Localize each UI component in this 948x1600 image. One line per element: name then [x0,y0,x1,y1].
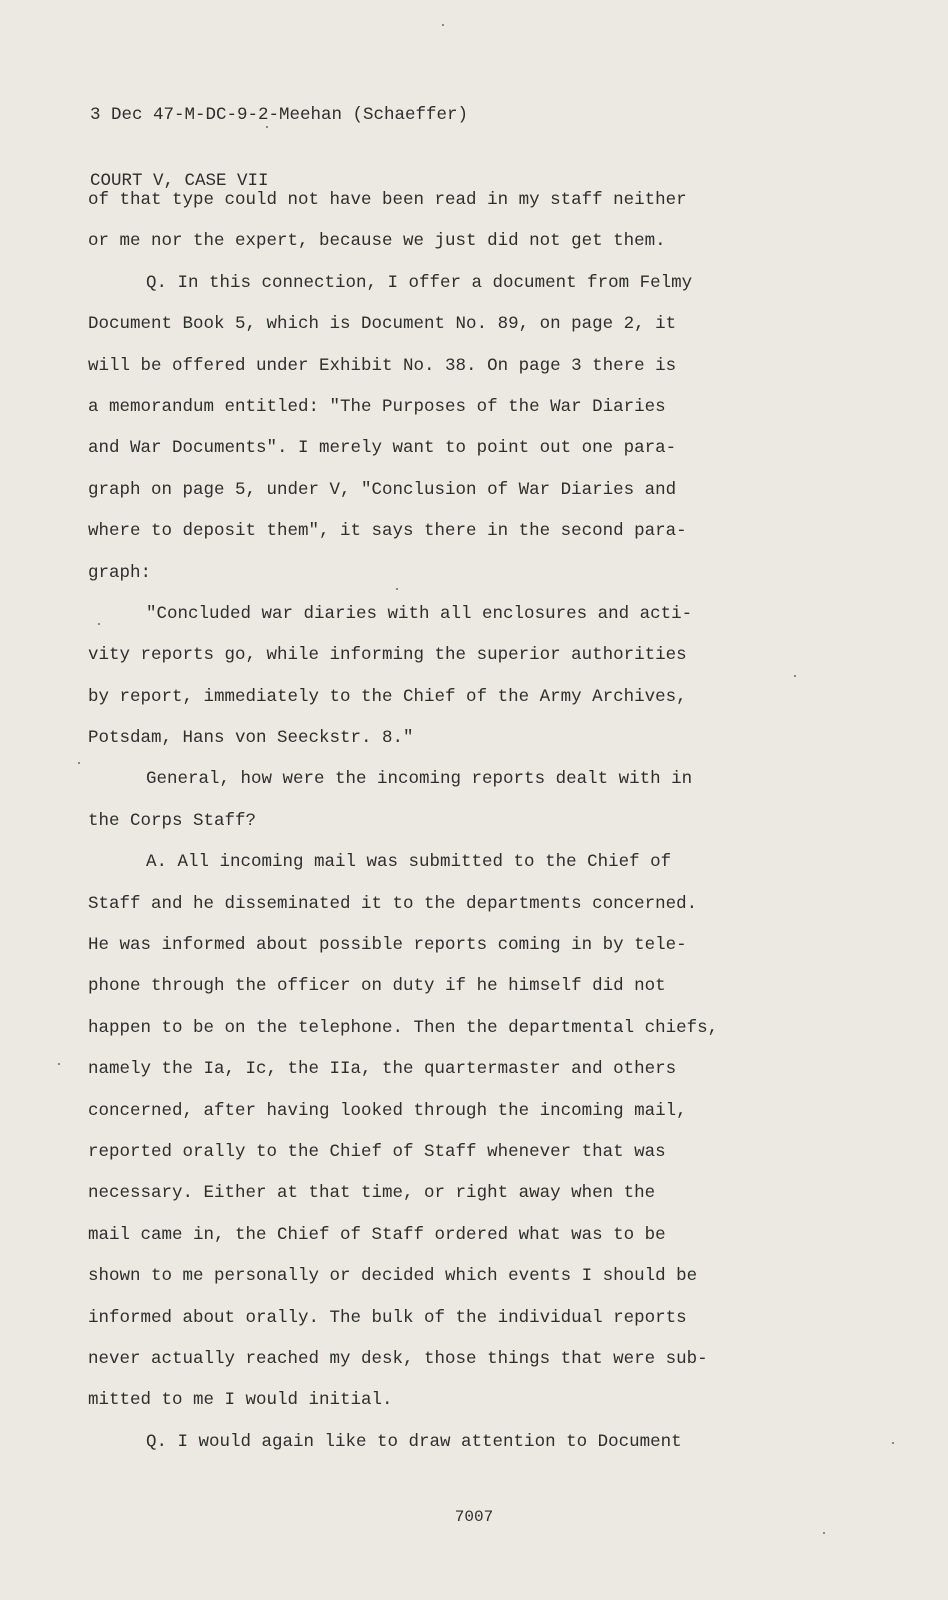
body-line: or me nor the expert, because we just did not get them. [88,231,666,252]
body-line: namely the Ia, Ic, the IIa, the quartermaster and others [88,1059,677,1080]
body-line: will be offered under Exhibit No. 38. On page 3 there is [88,355,677,376]
scan-speck [266,126,268,128]
body-line: concerned, after having looked through the incoming mail, [88,1100,687,1121]
question-paragraph-start: Q. In this connection, I offer a document from Felmy [146,272,693,293]
question-paragraph-start: Q. I would again like to draw attention to Document [146,1431,682,1452]
body-line: mail came in, the Chief of Staff ordered what was to be [88,1224,666,1245]
body-line: Staff and he disseminated it to the departments concerned. [88,893,698,914]
body-line: vity reports go, while informing the superior authorities [88,645,687,666]
question-paragraph-start: General, how were the incoming reports dealt with in [146,769,693,790]
body-line: graph: [88,562,152,583]
body-line: phone through the officer on duty if he himself did not [88,976,666,997]
scan-speck [794,675,796,677]
body-line: graph on page 5, under V, "Conclusion of War Diaries and [88,479,677,500]
quotation-paragraph-start: "Concluded war diaries with all enclosures and acti- [146,603,693,624]
page-number: 7007 [454,1508,494,1526]
body-line: a memorandum entitled: "The Purposes of the War Diaries [88,396,666,417]
body-line: shown to me personally or decided which events I should be [88,1266,698,1287]
body-line: Potsdam, Hans von Seeckstr. 8." [88,728,414,749]
scan-speck [442,24,444,26]
body-line: happen to be on the telephone. Then the departmental chiefs, [88,1017,719,1038]
body-line: Document Book 5, which is Document No. 89, on page 2, it [88,314,677,335]
body-line: informed about orally. The bulk of the individual reports [88,1307,687,1328]
body-line: reported orally to the Chief of Staff whenever that was [88,1141,666,1162]
body-line: necessary. Either at that time, or right away when the [88,1183,656,1204]
scan-speck [823,1532,825,1534]
body-line: never actually reached my desk, those things that were sub- [88,1348,708,1369]
scan-speck [58,1063,60,1065]
scan-speck [396,588,398,590]
header-court-line: COURT V, CASE VII [90,171,269,191]
body-line: the Corps Staff? [88,810,257,831]
header-reference-line: 3 Dec 47-M-DC-9-2-Meehan (Schaeffer) [90,105,469,125]
scan-speck [78,762,80,764]
answer-paragraph-start: A. All incoming mail was submitted to the Chief of [146,852,672,873]
body-line: by report, immediately to the Chief of the Army Archives, [88,686,687,707]
transcript-body [88,180,908,1463]
scan-speck [98,623,100,625]
body-line: and War Documents". I merely want to point out one para- [88,438,677,459]
body-line: of that type could not have been read in my staff neither [88,190,687,210]
body-line: mitted to me I would initial. [88,1390,393,1411]
scan-speck [892,1442,894,1444]
body-line: where to deposit them", it says there in the second para- [88,521,687,542]
body-line: He was informed about possible reports coming in by tele- [88,935,687,956]
